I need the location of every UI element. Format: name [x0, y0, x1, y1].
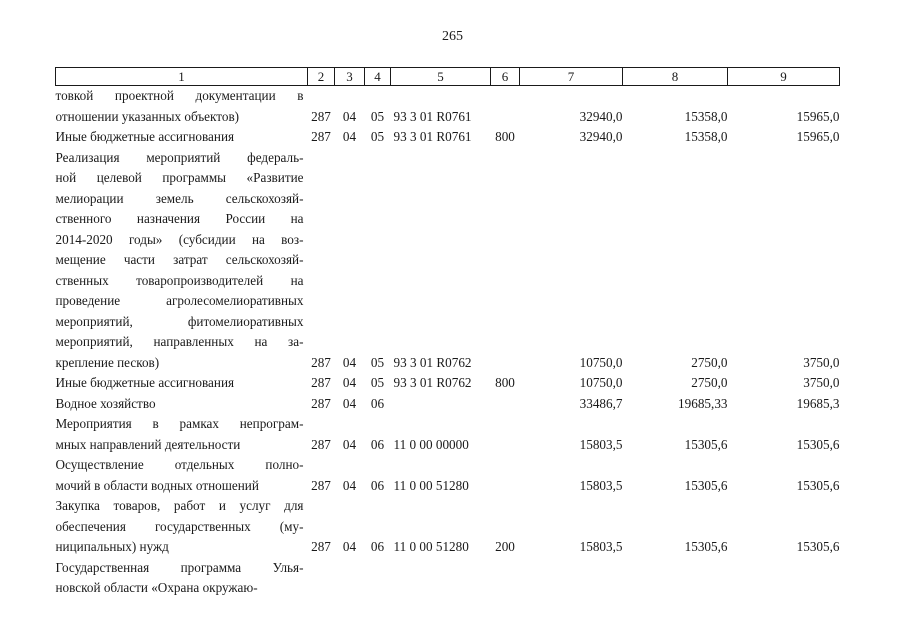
cell-col-5: 93 3 01 R0761 [393, 129, 472, 144]
cell-col-6: 200 [495, 539, 515, 554]
cell-col-7: 32940,0 [579, 129, 623, 144]
description-line: Водное хозяйство [55, 395, 156, 411]
table-body [56, 68, 840, 599]
cell-col-4: 05 [370, 108, 385, 124]
description-line: мероприятий, направленных на за- [55, 334, 304, 349]
description-line: обеспечения государственных (му- [55, 518, 304, 534]
cell-description [56, 148, 308, 374]
column-header-2: 2 [308, 68, 335, 86]
description-line: ной целевой программы «Развитие [55, 170, 304, 185]
description-line: проведение агролесомелиоративных [55, 293, 304, 308]
cell-col-8: 2750,0 [691, 354, 728, 370]
cell-col-5: 93 3 01 R0762 [393, 354, 472, 370]
cell-col-7: 10750,0 [579, 375, 623, 390]
description-line: мелиорации земель сельскохозяй- [55, 190, 304, 206]
cell-col-6 [491, 414, 520, 455]
cell-col-6 [491, 148, 520, 374]
cell-col-3: 04 [342, 129, 357, 144]
cell-col-9: 3750,0 [803, 354, 840, 370]
cell-col-4: 06 [370, 539, 385, 554]
description-line: крепление песков) [55, 354, 160, 370]
cell-col-3: 04 [342, 395, 357, 411]
cell-description [56, 496, 308, 558]
cell-col-9 [728, 558, 840, 599]
description-line: 2014-2020 годы» (субсидии на воз- [55, 231, 304, 247]
cell-col-8: 15305,6 [684, 436, 728, 452]
column-header-row [56, 68, 840, 86]
table-row [56, 373, 840, 394]
cell-col-5: 93 3 01 R0761 [393, 108, 472, 124]
cell-description [56, 558, 308, 599]
column-header-6: 6 [491, 68, 520, 86]
page-number: 265 [442, 29, 463, 44]
table-row [56, 414, 840, 455]
cell-col-4: 05 [370, 129, 385, 144]
description-line: Иные бюджетные ассигнования [55, 375, 235, 390]
table-row [56, 496, 840, 558]
cell-col-7: 15803,5 [579, 477, 623, 493]
cell-col-6 [491, 86, 520, 128]
cell-col-3: 04 [342, 354, 357, 370]
cell-col-5: 11 0 00 51280 [393, 539, 469, 554]
cell-col-7: 15803,5 [579, 436, 623, 452]
column-header-5: 5 [391, 68, 491, 86]
cell-col-7: 32940,0 [579, 108, 623, 124]
column-header-7: 7 [520, 68, 623, 86]
cell-description [56, 394, 308, 415]
cell-col-9: 15305,6 [796, 477, 840, 493]
cell-col-9: 3750,0 [803, 375, 840, 390]
table-row [56, 127, 840, 148]
description-line: мероприятий, фитомелиоративных [55, 313, 304, 329]
cell-col-7 [520, 558, 623, 599]
description-line: ственных товаропроизводителей на [55, 272, 304, 288]
cell-col-5: 93 3 01 R0762 [393, 375, 472, 390]
description-line: товкой проектной документации в [55, 88, 304, 103]
column-header-4: 4 [365, 68, 391, 86]
cell-col-2: 287 [311, 354, 331, 370]
cell-col-3: 04 [342, 108, 357, 124]
cell-col-9: 15965,0 [796, 108, 840, 124]
cell-col-2: 287 [311, 129, 331, 144]
cell-col-6 [491, 394, 520, 415]
cell-col-3 [335, 558, 365, 599]
cell-col-6: 800 [495, 129, 515, 144]
description-line: ственного назначения России на [55, 211, 304, 226]
cell-col-2: 287 [311, 539, 331, 554]
table-row [56, 394, 840, 415]
cell-description [56, 455, 308, 496]
cell-col-3: 04 [342, 436, 357, 452]
cell-col-4: 05 [370, 375, 385, 390]
description-line: мещение части затрат сельскохозяй- [55, 252, 304, 267]
cell-col-4: 06 [370, 436, 385, 452]
cell-col-4 [365, 558, 391, 599]
column-header-9: 9 [728, 68, 840, 86]
cell-col-2: 287 [311, 108, 331, 124]
description-line: Государственная программа Улья- [55, 559, 304, 575]
description-line: новской области «Охрана окружаю- [55, 580, 258, 595]
cell-col-8: 19685,33 [678, 395, 728, 411]
cell-col-8: 15305,6 [684, 477, 728, 493]
cell-description [56, 127, 308, 148]
cell-col-4: 06 [370, 395, 385, 411]
description-line: мных направлений деятельности [55, 436, 241, 452]
table-row [56, 148, 840, 374]
column-header-3: 3 [335, 68, 365, 86]
cell-col-8: 15358,0 [684, 108, 728, 124]
cell-col-8 [623, 558, 728, 599]
cell-col-5: 11 0 00 00000 [393, 436, 469, 452]
cell-description [56, 414, 308, 455]
table-row [56, 558, 840, 599]
cell-col-5 [391, 394, 491, 415]
cell-col-4: 06 [370, 477, 385, 493]
cell-col-3: 04 [342, 539, 357, 554]
cell-col-2: 287 [311, 436, 331, 452]
cell-col-2: 287 [311, 395, 331, 411]
cell-col-8: 2750,0 [691, 375, 728, 390]
cell-col-2 [308, 558, 335, 599]
cell-col-4: 05 [370, 354, 385, 370]
cell-col-8: 15358,0 [684, 129, 728, 144]
cell-col-9: 15305,6 [796, 539, 840, 554]
cell-col-9: 15305,6 [796, 436, 840, 452]
cell-col-6 [491, 558, 520, 599]
table-row [56, 86, 840, 128]
cell-col-9: 15965,0 [796, 129, 840, 144]
cell-description [56, 373, 308, 394]
description-line: ниципальных) нужд [55, 539, 169, 554]
description-line: мочий в области водных отношений [55, 477, 259, 493]
cell-col-7: 10750,0 [579, 354, 623, 370]
cell-col-5 [391, 558, 491, 599]
description-line: Реализация мероприятий федераль- [55, 149, 304, 165]
description-line: Осуществление отдельных полно- [55, 457, 304, 472]
cell-col-7: 15803,5 [579, 539, 623, 554]
budget-table [55, 67, 840, 599]
description-line: Закупка товаров, работ и услуг для [55, 498, 304, 513]
cell-col-8: 15305,6 [684, 539, 728, 554]
cell-col-3: 04 [342, 477, 357, 493]
description-line: Иные бюджетные ассигнования [55, 129, 235, 144]
table-row [56, 455, 840, 496]
cell-description [56, 86, 308, 128]
cell-col-6: 800 [495, 375, 515, 390]
description-line: отношении указанных объектов) [55, 108, 240, 124]
cell-col-6 [491, 455, 520, 496]
cell-col-3: 04 [342, 375, 357, 390]
cell-col-9: 19685,3 [796, 395, 840, 411]
column-header-8: 8 [623, 68, 728, 86]
cell-col-2: 287 [311, 477, 331, 493]
cell-col-7: 33486,7 [579, 395, 623, 411]
description-line: Мероприятия в рамках непрограм- [55, 416, 304, 431]
column-header-1: 1 [56, 68, 308, 86]
cell-col-2: 287 [311, 375, 331, 390]
cell-col-5: 11 0 00 51280 [393, 477, 469, 493]
